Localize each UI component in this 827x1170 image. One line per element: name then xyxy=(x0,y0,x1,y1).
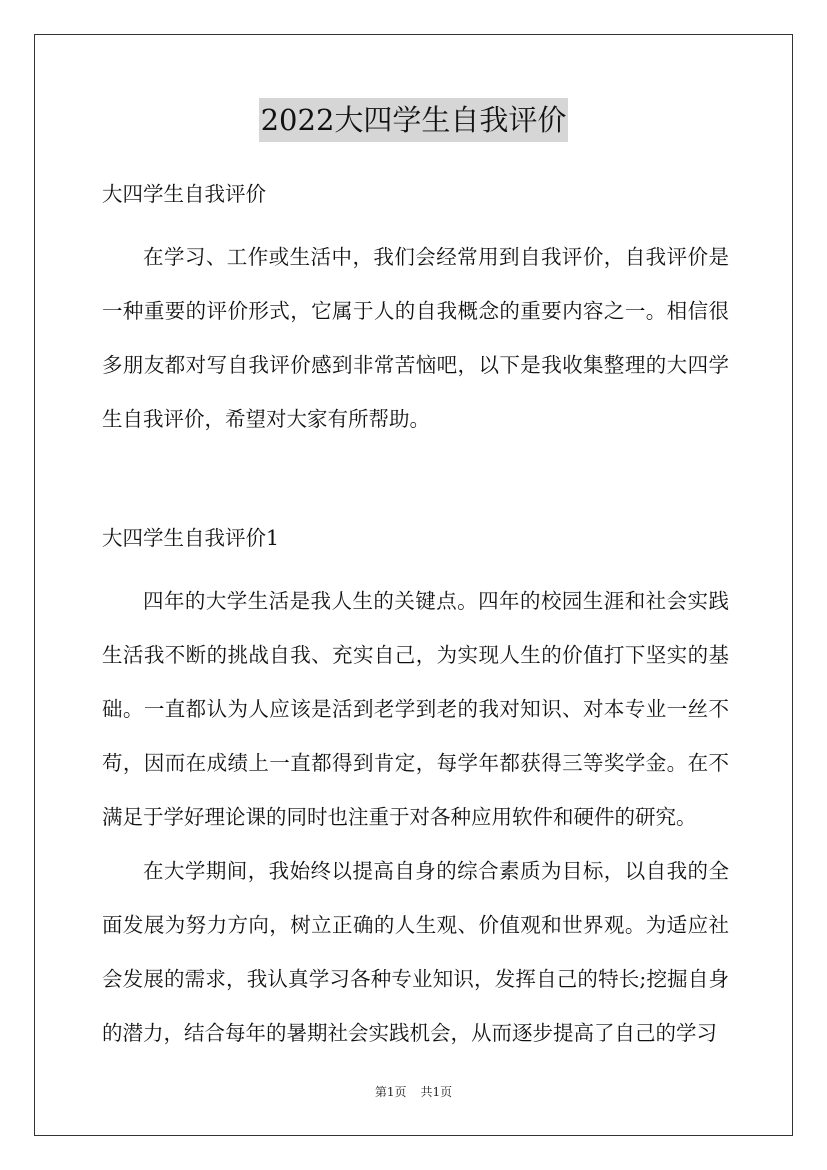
section1-heading: 大四学生自我评价1 xyxy=(102,526,280,550)
section-spacer xyxy=(102,446,729,520)
page-footer xyxy=(0,1083,827,1101)
title-container xyxy=(0,98,827,142)
intro-heading: 大四学生自我评价 xyxy=(102,182,266,206)
document-title: 2022大四学生自我评价 xyxy=(259,98,569,142)
page-total: 共1页 xyxy=(420,1085,453,1099)
section1-paragraph-2: 在大学期间，我始终以提高自身的综合素质为目标，以自我的全面发展为努力方向，树立正确的人生观、价值观和世界观。为适应社会发展的需求，我认真学习各种专业知识，发挥自己的特长;挖掘自身的潜力，结合每年的暑期社会实践机会，从而逐步提高了自己的学习 xyxy=(102,859,729,1045)
document-body xyxy=(102,176,729,1060)
page-number: 第1页 xyxy=(374,1085,407,1099)
section1-paragraph-1: 四年的大学生活是我人生的关键点。四年的校园生涯和社会实践生活我不断的挑战自我、充实自己，为实现人生的价值打下坚实的基础。一直都认为人应该是活到老学到老的我对知识、对本专业一丝不苟，因而在成绩上一直都得到肯定，每学年都获得三等奖学金。在不满足于学好理论课的同时也注重于对各种应用软件和硬件的研究。 xyxy=(102,589,729,829)
intro-paragraph: 在学习、工作或生活中，我们会经常用到自我评价，自我评价是一种重要的评价形式，它属于人的自我概念的重要内容之一。相信很多朋友都对写自我评价感到非常苦恼吧，以下是我收集整理的大四学生自我评价，希望对大家有所帮助。 xyxy=(102,245,729,431)
